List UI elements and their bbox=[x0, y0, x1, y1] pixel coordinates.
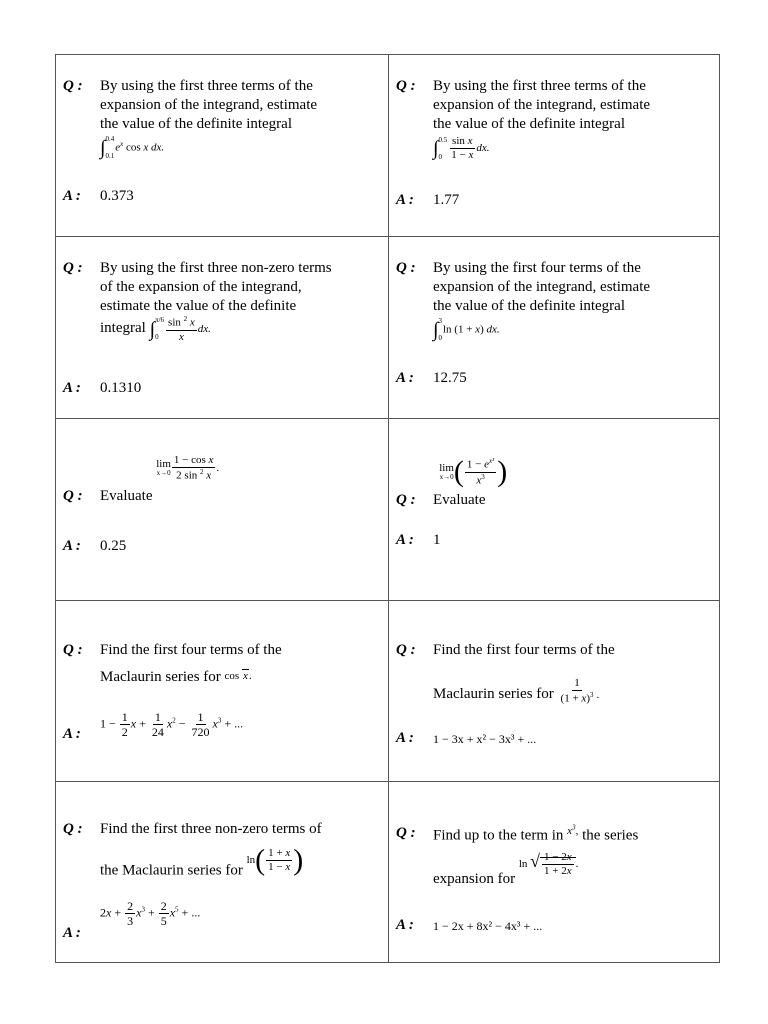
formula-log-sqrt: ln √ 1 − 2x 1 + 2x . bbox=[518, 850, 579, 877]
question-card bbox=[389, 782, 721, 963]
answer-value: 0.25 bbox=[100, 538, 127, 554]
answer-value: 1 − 2x + 8x² − 4x³ + ... bbox=[433, 919, 543, 933]
question-card bbox=[56, 237, 388, 418]
formula-integral: ∫ 0.5 0 $\frac{\text{sin x}}{1 - x}$ dx. bbox=[433, 135, 490, 161]
formula-cos-sqrt: cos x. bbox=[224, 670, 252, 682]
answer-label: A : bbox=[63, 380, 81, 396]
question-text: Find the first four terms of the Maclaurin series for cos x. bbox=[100, 642, 282, 685]
answer-value: 1.77 bbox=[433, 192, 460, 208]
question-text: By using the first three terms of the expansion of the integrand, estimate the value of the definite integral ∫ 0.4 0.1 $e^x$ cos x dx. bbox=[100, 77, 384, 160]
question-text: Evaluate lim x→0 ( $\frac{1 - e^{x^3}}{x^3}$ ) bbox=[433, 455, 508, 508]
flashcard-grid bbox=[55, 54, 720, 963]
answer-label: A : bbox=[63, 188, 81, 204]
question-label: Q : bbox=[396, 78, 416, 94]
formula-log-ratio: ln( 1 + x 1 − x ) bbox=[246, 843, 304, 876]
answer-label: A : bbox=[396, 192, 414, 208]
question-label: Q : bbox=[396, 642, 416, 658]
question-label: Q : bbox=[396, 492, 416, 508]
answer-value: 0.373 bbox=[100, 188, 134, 204]
question-label: Q : bbox=[63, 488, 83, 504]
question-card bbox=[56, 782, 388, 963]
question-text: By using the first four terms of the expansion of the integrand, estimate the value of the definite integral ∫ 3 0 ln (1 + x) dx. bbox=[433, 259, 717, 342]
answer-value: 0.1310 bbox=[100, 380, 142, 396]
answer-value: 1 − 3x + x² − 3x³ + ... bbox=[433, 732, 537, 746]
answer-label: A : bbox=[396, 917, 414, 933]
answer-label: A : bbox=[396, 370, 414, 386]
formula-reciprocal: $\frac{1}{(1 + x)^3}$ bbox=[560, 677, 594, 705]
question-card bbox=[389, 419, 721, 600]
answer-value: 12.75 bbox=[433, 370, 467, 386]
answer-label: A : bbox=[396, 532, 414, 548]
answer-value: 1 bbox=[433, 532, 441, 548]
answer-label: A : bbox=[63, 925, 81, 941]
question-label: Q : bbox=[63, 821, 83, 837]
question-text: Evaluate lim x→0 $\frac{\text{1 − cos x}}{2 \sin ^2 x}$ . bbox=[100, 454, 220, 504]
question-label: Q : bbox=[63, 642, 83, 658]
formula-limit: lim x→0 $\frac{\text{1 − cos x}}{2 \sin ^2 x}$ . bbox=[156, 454, 220, 482]
question-card bbox=[389, 601, 721, 782]
answer-label: A : bbox=[63, 726, 81, 742]
question-text: By using the first three terms of the expansion of the integrand, estimate the value of the definite integral ∫ 0.5 0 $\frac{\text{sin x}}{1 - x}$ dx. bbox=[433, 77, 717, 161]
answer-value: 1 − $\frac{1}{2}$ x + $\frac{1}{24}$ $x^2$ − $\frac{1}{720}$ $x^3$ + ... bbox=[100, 710, 244, 739]
formula-x-cubed: x3, bbox=[567, 823, 579, 837]
question-card bbox=[56, 55, 388, 236]
question-label: Q : bbox=[396, 825, 416, 841]
answer-label: A : bbox=[63, 538, 81, 554]
answer-value: 2x + $\frac{2}{3}$ $x^3$ + $\frac{2}{5}$ $x^5$ + ... bbox=[100, 899, 201, 928]
question-label: Q : bbox=[63, 260, 83, 276]
question-card bbox=[56, 419, 388, 600]
formula-limit: lim x→0 ( $\frac{1 - e^{x^3}}{x^3}$ ) bbox=[439, 455, 508, 488]
formula-integral: ∫ 3 0 ln (1 + x) dx. bbox=[433, 317, 500, 342]
question-card bbox=[56, 601, 388, 782]
formula-integral: ∫ π/6 0 $\frac{\sin ^2 x}{x}$ dx. bbox=[149, 315, 211, 343]
question-text: Find the first four terms of the Maclaurin series for $\frac{1}{(1 + x)^3}$ . bbox=[433, 642, 615, 705]
question-label: Q : bbox=[396, 260, 416, 276]
question-text: By using the first three non-zero terms of the expansion of the integrand, estimate the value of the definite integral ∫ π/6 0 $\frac{\sin ^2 x}{x}$ dx. bbox=[100, 260, 332, 343]
question-text: Find up to the term in $^{x^3,}$ the series expansion for $^{ln √ \frac{1 - 2x}{1 + 2x} .}$ bbox=[433, 823, 639, 887]
question-card bbox=[389, 237, 721, 418]
question-card bbox=[389, 55, 721, 236]
question-label: Q : bbox=[63, 78, 83, 94]
answer-label: A : bbox=[396, 730, 414, 746]
question-text: Find the first three non-zero terms of the Maclaurin series for $^{ln( \frac{1 + x}{1 - x} )}$ bbox=[100, 821, 322, 879]
formula-integral: ∫ 0.4 0.1 $e^x$ cos x dx. bbox=[100, 135, 165, 160]
